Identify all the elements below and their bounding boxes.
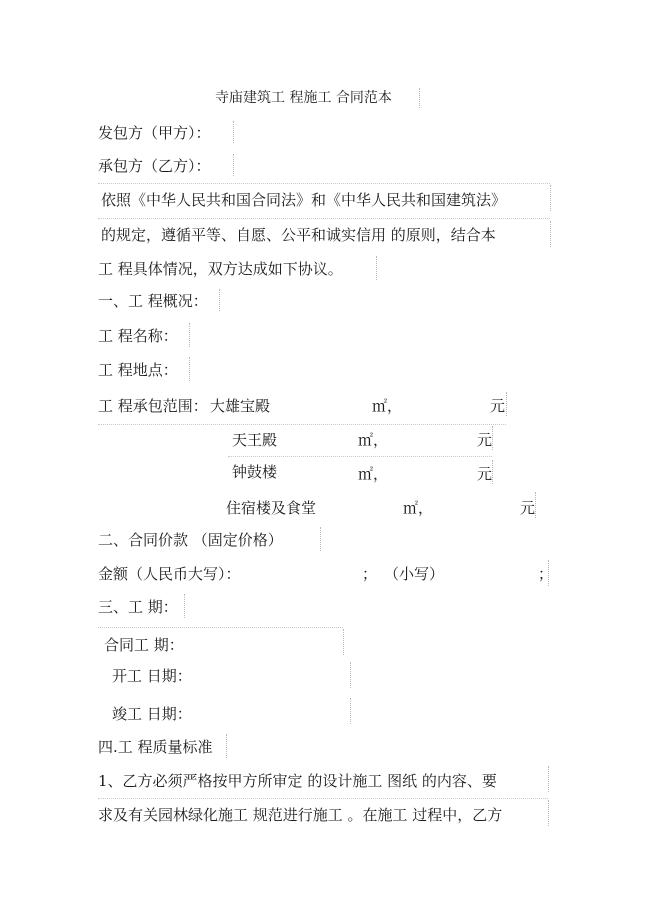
text-edge-marker <box>343 629 344 655</box>
text-box-border <box>98 798 548 799</box>
amount-lowercase-label: （小写） <box>384 565 445 583</box>
amount-semicolon: ； <box>362 565 378 583</box>
text-box-border <box>228 456 492 457</box>
scope-area-unit: ㎡， <box>358 431 389 449</box>
document-title: 寺庙建筑工 程施工 合同范本 <box>215 90 392 106</box>
project-name-label: 工 程名称： <box>98 327 178 345</box>
text-edge-marker <box>492 460 493 484</box>
text-edge-marker <box>320 527 321 551</box>
project-location-label: 工 程地点： <box>98 361 178 379</box>
quality-paragraph-line-1: 1、乙方必须严格按甲方所审定 的设计施工 图纸 的内容、要 <box>98 772 497 790</box>
text-edge-marker <box>506 392 507 416</box>
scope-currency-unit: 元 <box>477 465 493 483</box>
text-edge-marker <box>548 800 549 826</box>
text-box-border <box>98 424 506 425</box>
text-edge-marker <box>233 121 234 143</box>
text-edge-marker <box>419 88 420 108</box>
amount-label: 金额（人民币大写）： <box>98 565 241 583</box>
text-edge-marker <box>350 698 351 724</box>
text-edge-marker <box>350 662 351 688</box>
scope-currency-unit: 元 <box>520 499 536 517</box>
scope-area-unit: ㎡， <box>358 465 389 483</box>
preamble-line-2: 的规定，遵循平等、自愿、公平和诚实信用 的原则，结合本 <box>101 226 496 244</box>
party-b-label: 承包方（乙方）： <box>98 157 211 175</box>
text-edge-marker <box>492 426 493 450</box>
party-a-label: 发包方（甲方）： <box>98 124 211 142</box>
preamble-line-1: 依照《中华人民共和国合同法》和《中华人民共和国建筑法》 <box>101 191 507 209</box>
text-edge-marker <box>548 766 549 792</box>
scope-item-bell-drum-tower: 钟鼓楼 <box>232 463 278 481</box>
section-3-heading: 三、工 期： <box>98 598 178 616</box>
text-edge-marker <box>189 323 190 347</box>
text-edge-marker <box>219 289 220 311</box>
scope-item-daxiong-hall: 大雄宝殿 <box>210 397 271 415</box>
scope-label: 工 程承包范围： <box>98 397 208 415</box>
text-edge-marker <box>184 594 185 618</box>
text-box-border <box>98 627 343 628</box>
scope-currency-unit: 元 <box>477 431 493 449</box>
start-date-label: 开工 日期： <box>112 667 192 685</box>
text-edge-marker <box>550 221 551 247</box>
section-2-heading: 二、合同价款 （固定价格） <box>98 531 283 549</box>
scope-currency-unit: 元 <box>490 397 506 415</box>
text-edge-marker <box>535 492 536 518</box>
amount-end-semicolon: ； <box>538 565 554 583</box>
text-edge-marker <box>550 185 551 211</box>
text-edge-marker <box>233 154 234 176</box>
text-box-border <box>98 183 550 184</box>
text-edge-marker <box>226 734 227 758</box>
section-1-heading: 一、工 程概况： <box>98 292 208 310</box>
text-box-border <box>98 218 550 219</box>
completion-date-label: 竣工 日期： <box>112 705 192 723</box>
text-edge-marker <box>376 256 377 280</box>
scope-item-dorm-canteen: 住宿楼及食堂 <box>226 499 317 517</box>
section-4-heading: 四.工 程质量标准 <box>98 738 213 756</box>
quality-paragraph-line-2: 求及有关园林绿化施工 规范进行施工 。在施工 过程中，乙方 <box>98 806 503 824</box>
scope-item-tianwang-hall: 天王殿 <box>232 431 278 449</box>
text-edge-marker <box>189 357 190 381</box>
contract-period-label: 合同工 期： <box>104 636 184 654</box>
preamble-line-3: 工 程具体情况，双方达成如下协议。 <box>98 260 343 278</box>
scope-area-unit: ㎡， <box>372 397 403 415</box>
text-edge-marker <box>548 560 549 586</box>
scope-area-unit: ㎡， <box>403 499 434 517</box>
